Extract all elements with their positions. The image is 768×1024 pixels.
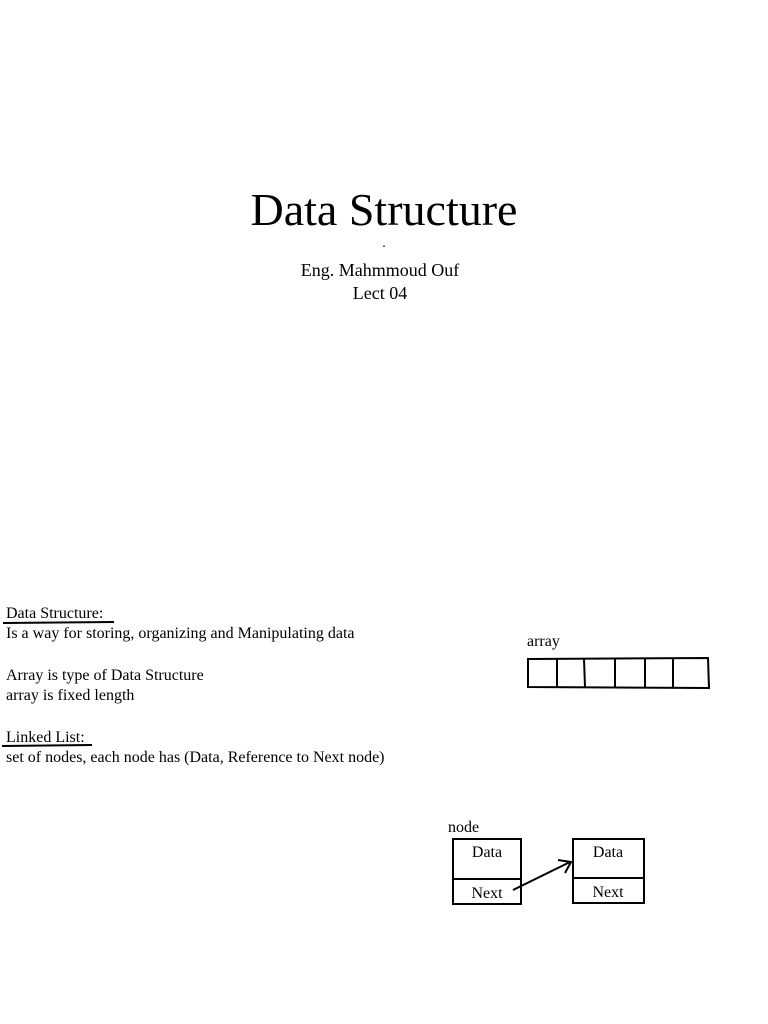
author-name: Eng. Mahmmoud Ouf: [300, 260, 460, 280]
node-2-data: Data: [592, 844, 624, 861]
node-label: node: [448, 819, 480, 836]
array-label: array: [527, 633, 560, 650]
array-fixed-text: array is fixed length: [6, 687, 135, 704]
page-title: Data Structure: [250, 184, 518, 235]
node-2-next: Next: [592, 884, 624, 901]
lecture-number: Lect 04: [352, 283, 408, 303]
ll-definition: set of nodes, each node has (Data, Reference to Next node): [6, 749, 385, 766]
ds-definition: Is a way for storing, organizing and Manipulating data: [6, 625, 355, 642]
ll-heading-underline: [2, 745, 92, 746]
title-dot: .: [382, 236, 386, 251]
ll-heading: Linked List:: [6, 729, 85, 746]
array-type-text: Array is type of Data Structure: [6, 667, 204, 684]
node-2: [573, 839, 644, 903]
ds-heading: Data Structure:: [6, 605, 104, 622]
node-1-data: Data: [471, 844, 503, 861]
node-1-next: Next: [471, 885, 503, 902]
array-cell-divider: [584, 659, 585, 687]
ds-heading-underline: [3, 622, 114, 623]
array-diagram: [528, 658, 709, 688]
node-1: [453, 839, 521, 904]
array-box: [528, 658, 709, 688]
